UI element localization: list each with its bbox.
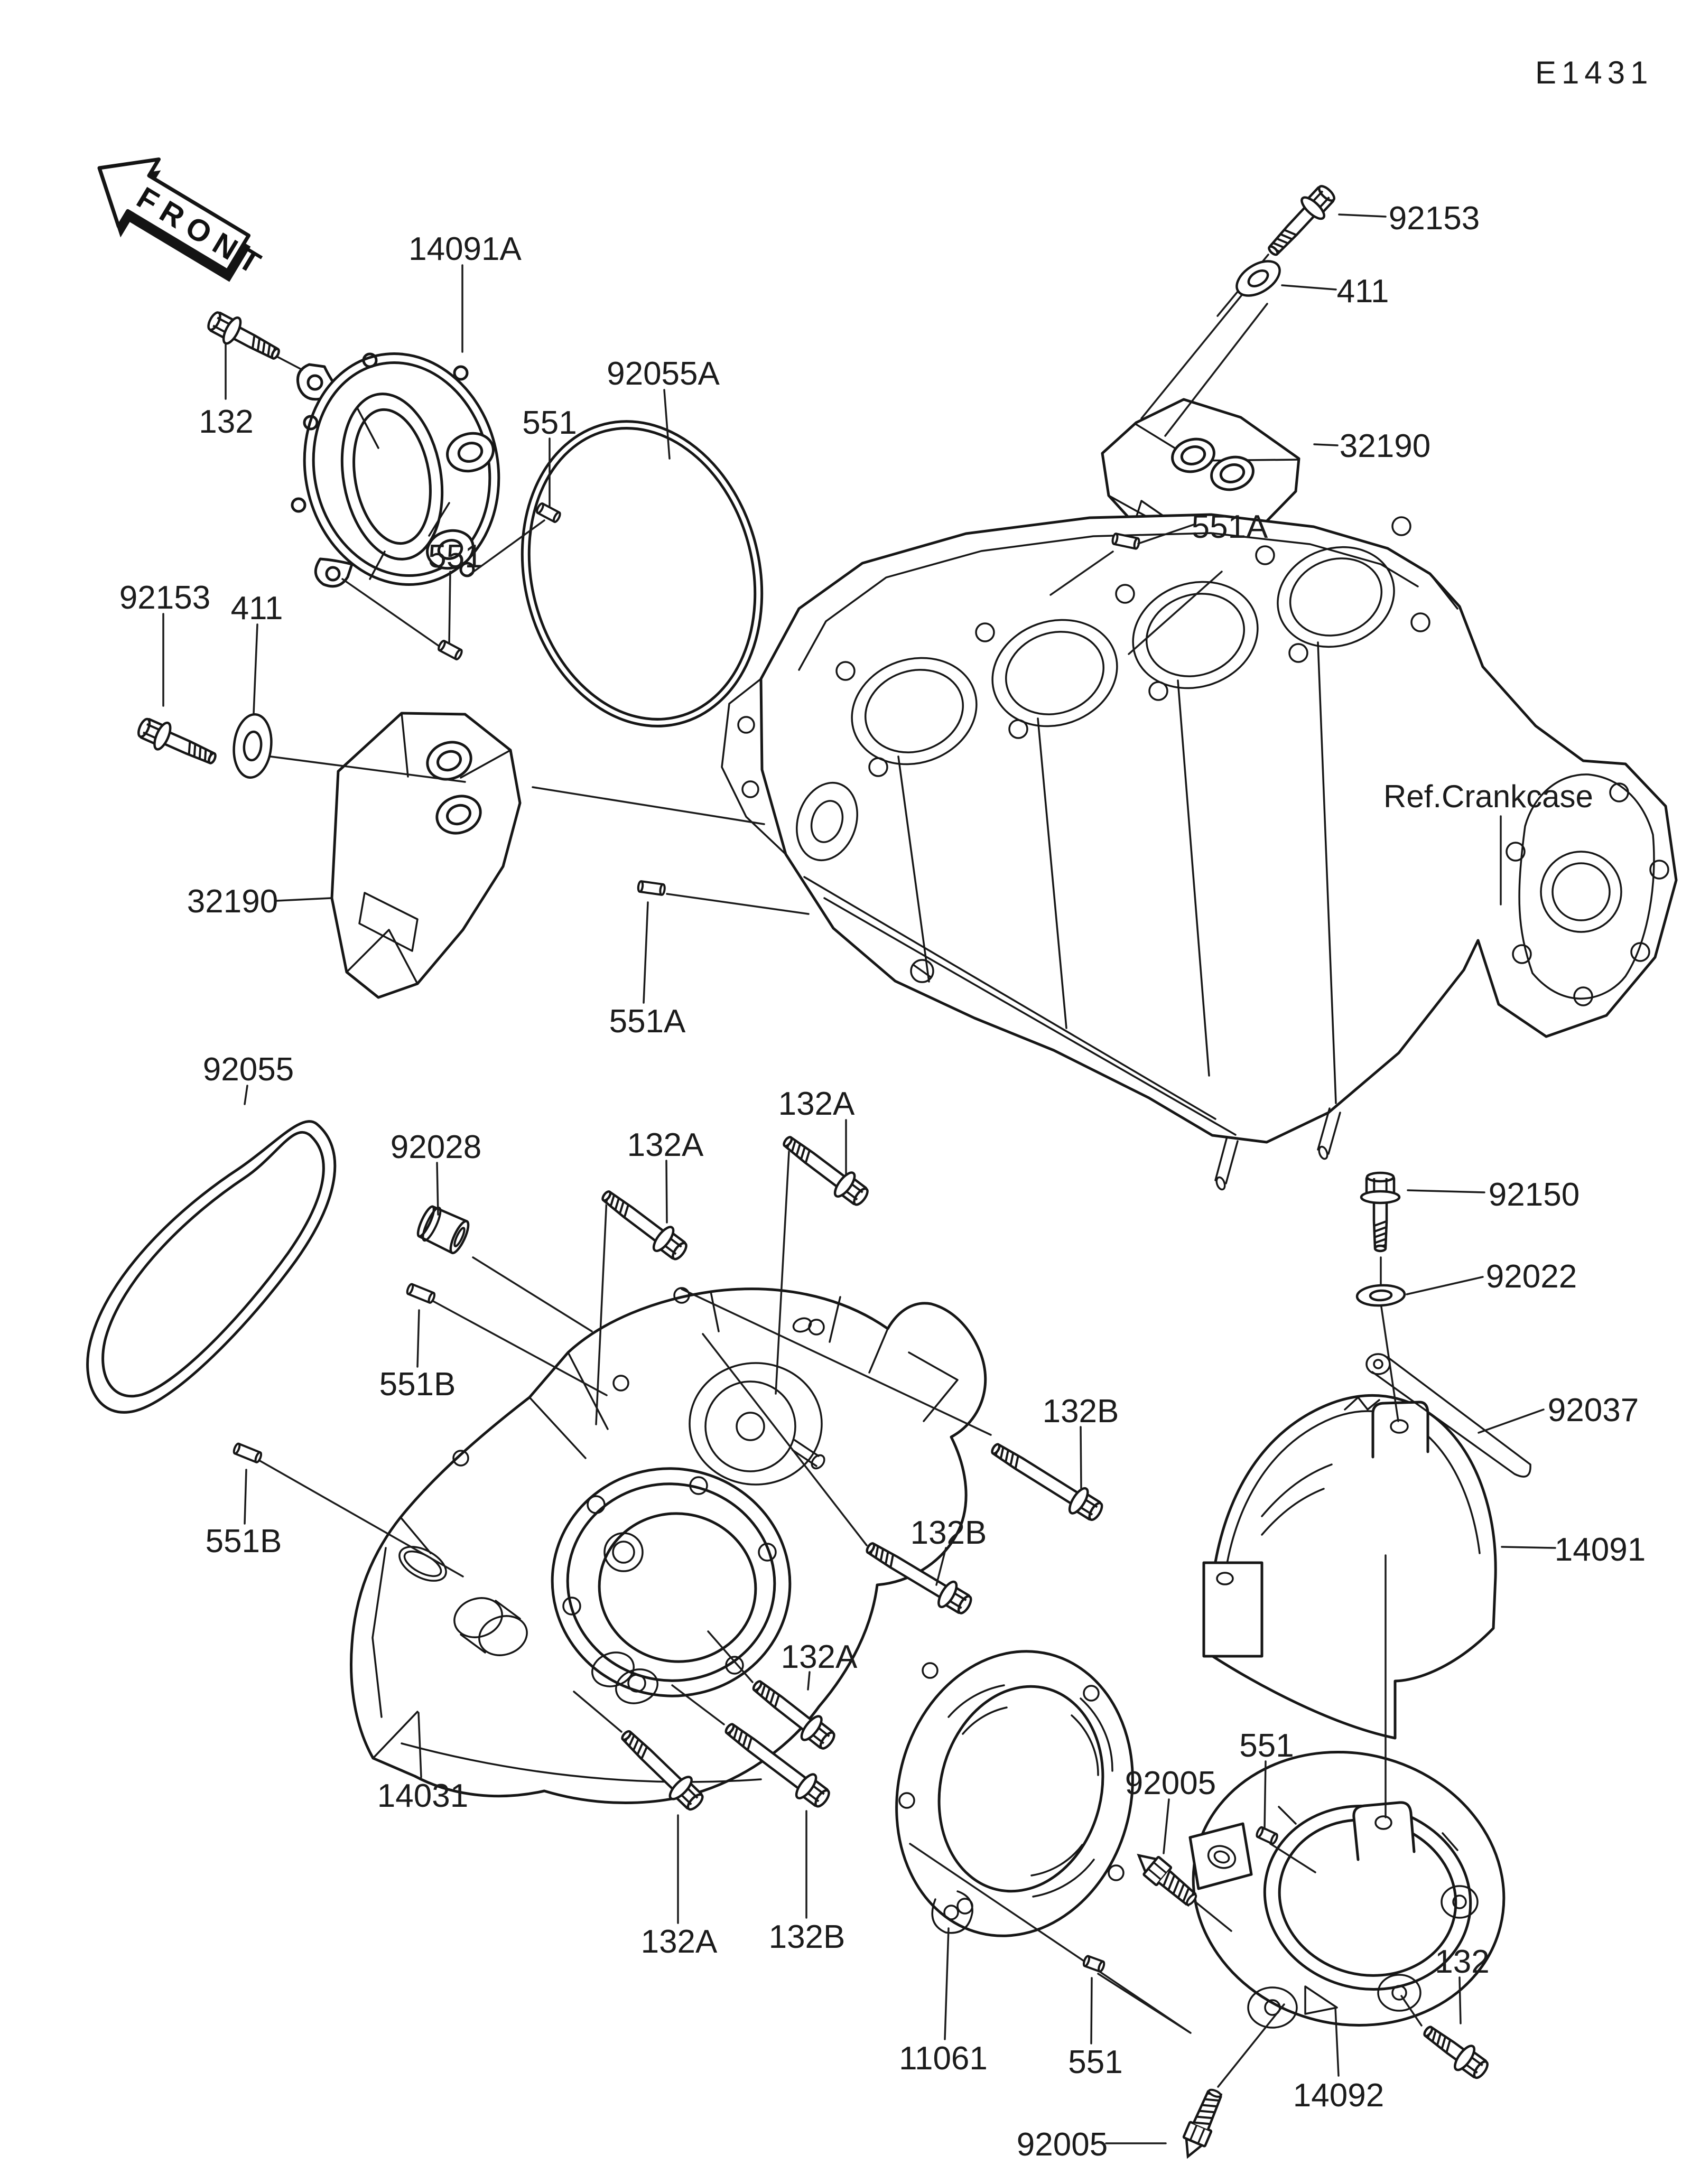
part-label: 551B <box>205 1523 282 1560</box>
bracket-32190-left-drawing <box>332 713 520 997</box>
part-label: 32190 <box>1339 428 1431 464</box>
fastener-bolt-132-topleft <box>204 306 284 367</box>
part-label: 92022 <box>1485 1258 1577 1295</box>
leader-line <box>664 390 670 459</box>
part-label: 551 <box>428 538 483 575</box>
part-label: 132A <box>640 1924 718 1960</box>
fastener-bolt-92150 <box>1361 1173 1399 1251</box>
assembly-line <box>1098 1974 1191 2033</box>
part-label: 551B <box>379 1366 456 1403</box>
part-label: 92153 <box>1388 200 1480 237</box>
leader-line <box>1282 285 1336 290</box>
part-label: 411 <box>1336 273 1389 310</box>
part-label: 14031 <box>377 1778 469 1814</box>
cover-14092-drawing <box>1164 1720 1533 2058</box>
part-label: 551 <box>1068 2044 1123 2080</box>
part-label: 551 <box>522 405 577 441</box>
diagram-code: E1431 <box>1535 55 1653 90</box>
leader-line <box>254 624 257 713</box>
fastener-pin-551-2 <box>438 640 463 660</box>
leader-line <box>644 902 648 1003</box>
leader-line <box>1479 1410 1544 1433</box>
assembly-line <box>342 579 443 649</box>
fastener-fitting-92005-upper <box>1131 1846 1201 1910</box>
leader-line <box>1091 1978 1092 2043</box>
part-label: 92028 <box>390 1129 482 1165</box>
part-label: 132 <box>1435 1944 1490 1980</box>
fastener-pin-551-1 <box>536 502 561 522</box>
part-label: 92153 <box>119 580 211 616</box>
part-label: 92150 <box>1488 1177 1580 1213</box>
leader-line <box>1265 1761 1266 1829</box>
part-label: 92037 <box>1547 1392 1639 1429</box>
leader-line <box>1339 214 1386 217</box>
fastener-bolt-132b-1 <box>986 1435 1107 1526</box>
part-label: 132A <box>627 1127 704 1163</box>
gasket-92055a-drawing <box>491 396 793 752</box>
part-label: 92005 <box>1125 1765 1216 1802</box>
fastener-washer-92022 <box>1356 1284 1405 1307</box>
fastener-bolt-92153-right <box>1261 181 1340 263</box>
cover-14091-drawing <box>1204 1395 1495 1738</box>
fastener-bolt-132a-1 <box>596 1183 692 1265</box>
fastener-pin-551a-left <box>638 881 665 895</box>
assembly-line <box>667 894 809 914</box>
part-label: 92005 <box>1016 2126 1108 2163</box>
fastener-fitting-92005-lower <box>1177 2086 1227 2161</box>
fastener-pin-551-low <box>1083 1955 1105 1972</box>
ref-crankcase-label: Ref.Crankcase <box>1383 779 1593 814</box>
fastener-plug-92028 <box>414 1203 471 1256</box>
leader-line <box>1164 1799 1169 1853</box>
leader-line <box>1314 444 1337 445</box>
part-label: 92055 <box>202 1051 294 1088</box>
part-label: 551A <box>609 1003 686 1040</box>
gasket-11061-drawing <box>867 1626 1163 1961</box>
leader-line <box>666 1161 667 1222</box>
part-label: 32190 <box>187 883 278 920</box>
front-arrow-label: FRONT <box>131 180 273 285</box>
fastener-pin-551b-2 <box>233 1443 263 1463</box>
leader-line <box>1460 1977 1461 2023</box>
assembly-line <box>473 1257 592 1331</box>
part-label: 551A <box>1191 509 1268 545</box>
part-label: 132A <box>778 1086 855 1122</box>
part-label: 14091A <box>408 231 522 267</box>
fastener-pin-551b-1 <box>406 1283 436 1303</box>
leader-line <box>245 1470 246 1524</box>
part-label: 132 <box>199 404 254 440</box>
part-label: 551 <box>1239 1728 1294 1764</box>
gasket-92055-drawing <box>88 1122 335 1413</box>
leader-line <box>945 1928 949 2039</box>
part-label: 132B <box>910 1515 987 1551</box>
part-label: 132B <box>768 1919 846 1955</box>
part-label: 14091 <box>1554 1532 1646 1568</box>
fastener-bolt-132a-2 <box>777 1128 873 1210</box>
part-label: 92055A <box>607 356 720 392</box>
crankcase-drawing <box>722 515 1676 1191</box>
part-label: 11061 <box>899 2040 988 2077</box>
leader-line <box>437 1163 438 1215</box>
leader-line <box>245 1086 247 1104</box>
part-label: 132A <box>781 1639 858 1675</box>
part-label: 14092 <box>1293 2077 1385 2114</box>
fastener-washer-411-right <box>1231 254 1286 303</box>
part-label: 132B <box>1042 1393 1119 1430</box>
leader-line <box>1407 1277 1483 1294</box>
fastener-bolt-92153-left <box>134 713 220 772</box>
assembly-line <box>533 787 764 824</box>
part-label: 411 <box>230 590 283 627</box>
front-arrow <box>75 135 285 309</box>
leader-line <box>1502 1547 1555 1548</box>
leader-line <box>417 1310 419 1367</box>
leader-line <box>1408 1190 1484 1192</box>
leader-line <box>449 572 450 643</box>
fastener-bolt-132-bottomright <box>1418 2019 1493 2084</box>
fastener-washer-411-left <box>231 713 274 780</box>
cover-14031-drawing <box>351 1288 986 1803</box>
leader-line <box>277 898 331 901</box>
